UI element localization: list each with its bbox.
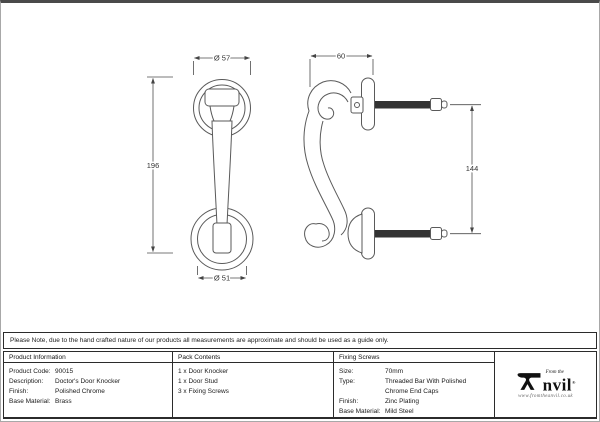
anvil-icon [516,371,542,392]
side-view-drawing [304,52,481,260]
product-information-column [4,352,173,417]
row-label: Description: [9,378,44,385]
pack-contents-column [173,352,334,417]
row-value: 90015 [55,368,74,375]
row-value: Polished Chrome [55,388,105,395]
registered-mark: ® [572,379,576,385]
row-label: Base Material: [9,398,51,405]
front-height-dimension: 196 [146,161,160,170]
row-value: Doctor's Door Knocker [55,378,121,385]
table-row [9,377,168,387]
row-value: Threaded Bar With Polished Chrome End Caps [385,378,467,395]
table-row [9,387,168,397]
table-row [339,377,490,397]
row-value: Zinc Plating [385,398,419,405]
list-item: 3 x Fixing Screws [178,388,229,395]
row-label: Base Material: [339,408,381,415]
table-row [339,407,490,417]
row-value: 70mm [385,368,404,375]
fixing-screws-header: Fixing Screws [334,352,494,363]
row-label: Type: [339,378,355,385]
row-label: Finish: [9,388,29,395]
side-centres-dimension: 144 [465,164,479,173]
front-view-drawing [147,54,253,283]
technical-drawing [1,3,599,331]
product-information-header: Product Information [4,352,172,363]
logo-tagline: From the [545,369,564,375]
row-label: Product Code: [9,368,51,375]
row-label: Size: [339,368,354,375]
table-row [9,367,168,377]
list-item: 1 x Door Knocker [178,368,229,375]
row-value: Mild Steel [385,408,414,415]
table-row [339,367,490,377]
measurement-note: Please Note, due to the hand crafted nature of our products all measurements are approximate and should be used as a guide only. [3,332,597,349]
from-the-anvil-logo [516,370,576,400]
brand-column [495,352,596,417]
spec-table [3,351,597,419]
row-label: Finish: [339,398,359,405]
side-depth-dimension: 60 [336,51,346,61]
table-row [339,397,490,407]
pack-contents-header: Pack Contents [173,352,333,363]
list-item: 1 x Door Stud [178,378,218,385]
website-url: www.fromtheanvil.co.uk [518,394,573,400]
row-value: Brass [55,398,72,405]
front-bottom-dimension: Ø 51 [213,273,231,283]
front-top-dimension: Ø 57 [213,53,231,63]
fixing-screws-column [334,352,495,417]
logo-wordmark: nvil [542,375,573,395]
table-row [9,397,168,407]
